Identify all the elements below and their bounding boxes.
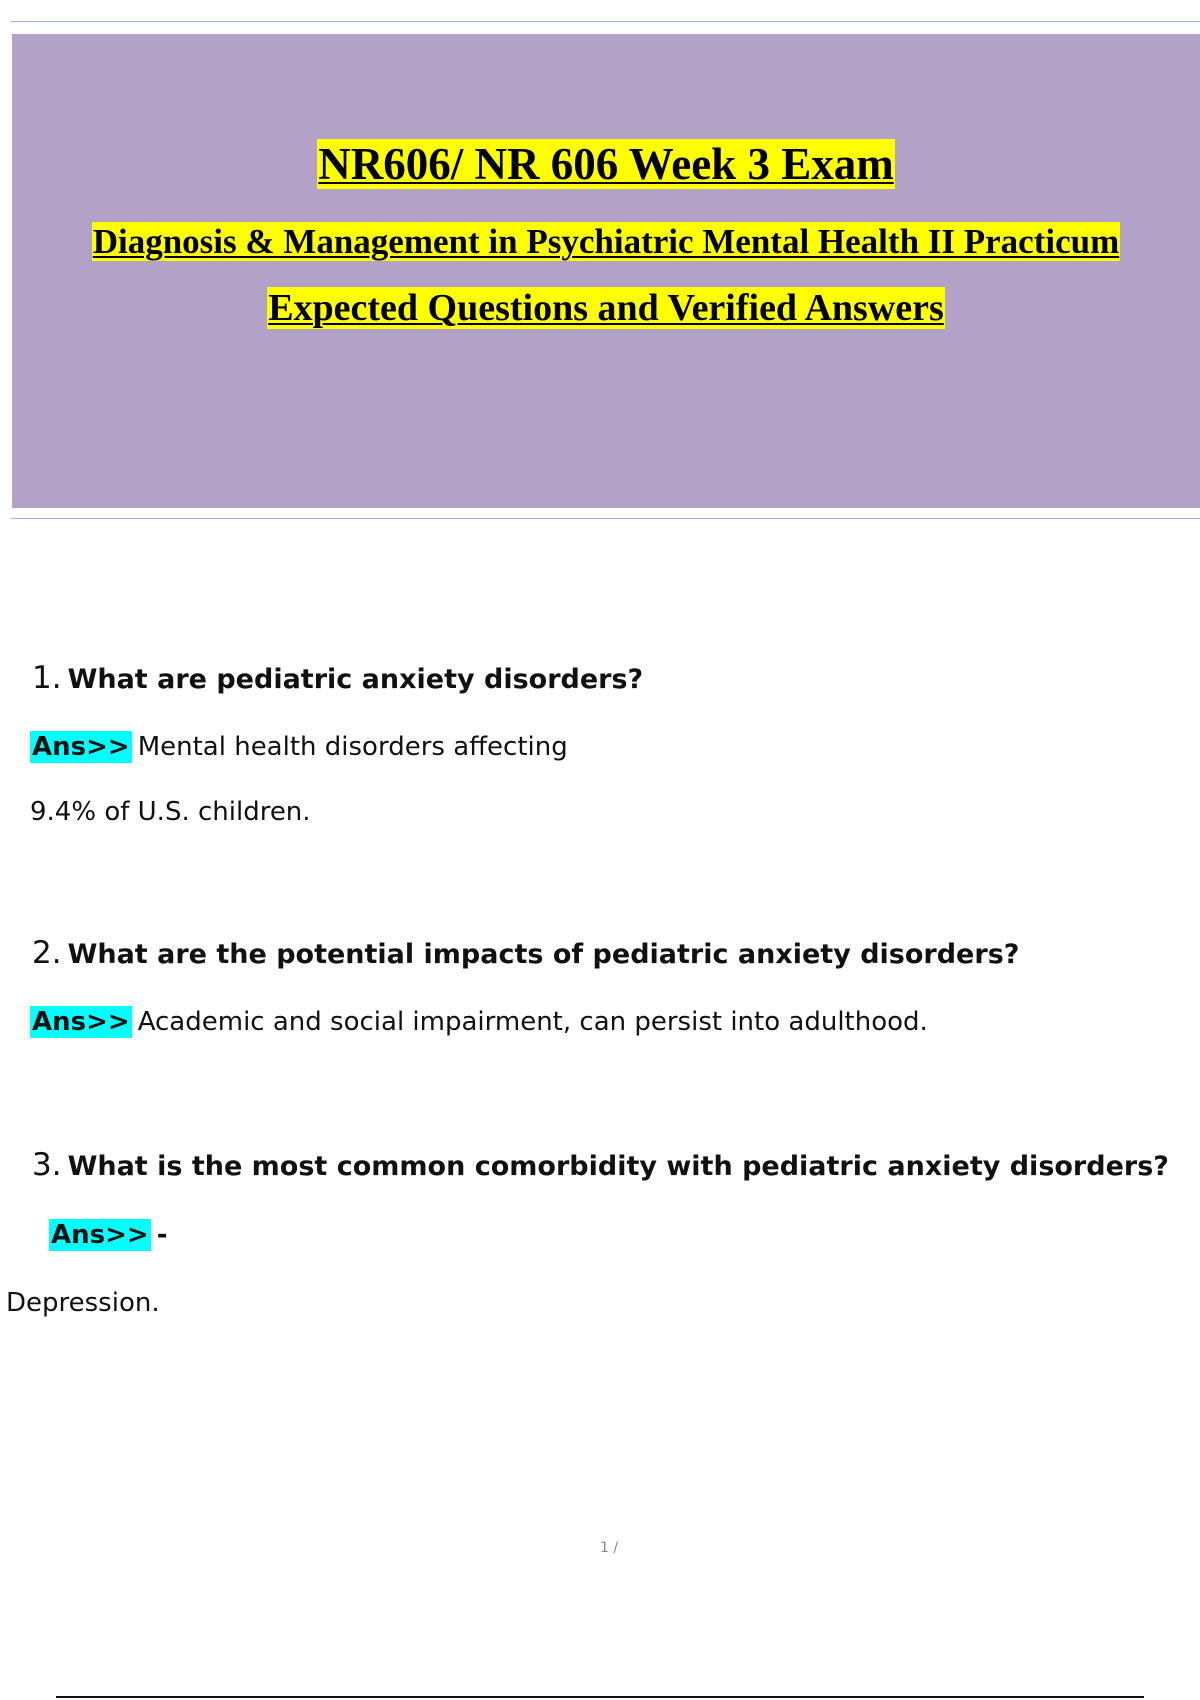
answer-text: Academic and social impairment, can persist into adulthood. bbox=[137, 1007, 928, 1037]
top-rule bbox=[11, 21, 1200, 22]
answer-text: - bbox=[156, 1220, 168, 1250]
question-text: What is the most common comorbidity with pediatric anxiety disorders? bbox=[67, 1151, 1169, 1182]
answer-3-continuation: Depression. bbox=[6, 1288, 160, 1318]
footer-rule bbox=[56, 1696, 1144, 1698]
question-number: 3. bbox=[32, 1147, 62, 1183]
banner-bottom-rule bbox=[11, 518, 1200, 519]
question-number: 2. bbox=[32, 935, 62, 971]
answer-2 bbox=[30, 1007, 928, 1037]
question-3 bbox=[32, 1147, 1169, 1183]
answer-1-continuation: 9.4% of U.S. children. bbox=[30, 797, 311, 827]
question-2 bbox=[32, 935, 1019, 971]
title-banner bbox=[12, 34, 1200, 508]
page-number: 1 / bbox=[600, 1540, 619, 1556]
question-number: 1. bbox=[32, 660, 62, 696]
answer-label: Ans>> bbox=[51, 1220, 149, 1250]
document-title: NR606/ NR 606 Week 3 Exam bbox=[318, 139, 894, 189]
answer-label: Ans>> bbox=[32, 732, 130, 762]
answer-text: Mental health disorders affecting bbox=[137, 732, 568, 762]
answer-3 bbox=[49, 1220, 167, 1250]
answer-1 bbox=[30, 732, 568, 762]
document-tagline: Expected Questions and Verified Answers bbox=[268, 287, 944, 329]
question-text: What are the potential impacts of pediatric anxiety disorders? bbox=[67, 939, 1020, 970]
question-1 bbox=[32, 660, 643, 696]
document-subtitle: Diagnosis & Management in Psychiatric Mental Health II Practicum bbox=[92, 222, 1120, 261]
answer-label: Ans>> bbox=[32, 1007, 130, 1037]
question-text: What are pediatric anxiety disorders? bbox=[67, 664, 644, 695]
